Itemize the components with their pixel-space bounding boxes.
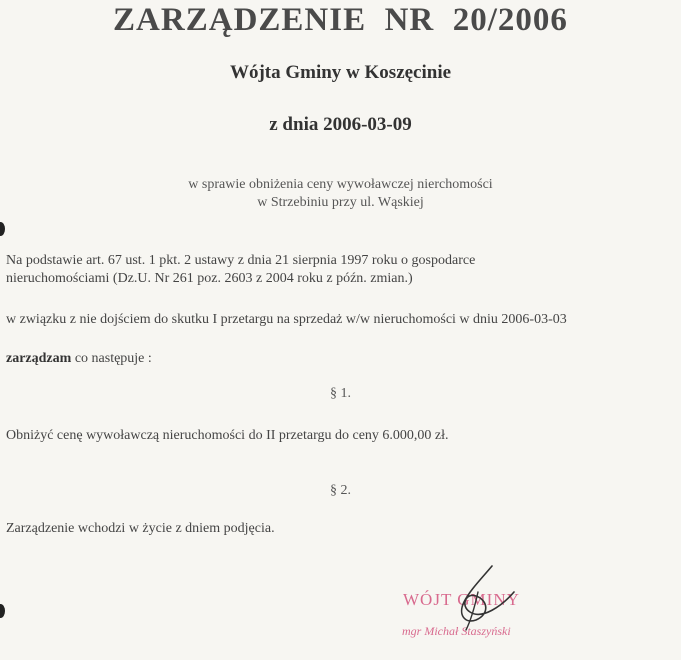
legal-basis-line-1: Na podstawie art. 67 ust. 1 pkt. 2 ustawy z dnia 21 sierpnia 1997 roku o gospodarce	[6, 253, 476, 268]
handwritten-signature	[430, 562, 530, 632]
decree-rest: co następuje :	[71, 351, 152, 366]
section-2-text: Zarządzenie wchodzi w życie z dniem podjęcia.	[6, 521, 275, 536]
decree-bold: zarządzam	[6, 351, 72, 366]
subject-line-1: w sprawie obniżenia ceny wywoławczej nierchomości	[188, 177, 493, 192]
punch-hole-mark	[0, 222, 5, 236]
section-2-heading: § 2.	[330, 483, 351, 498]
document-title: ZARZĄDZENIE NR 20/2006	[113, 2, 568, 38]
stamp-title: WÓJT GMINY	[403, 590, 520, 609]
decree-line	[6, 350, 152, 368]
document-date: z dnia 2006-03-09	[269, 114, 412, 135]
section-1-text: Obniżyć cenę wywoławczą nieruchomości do II przetargu do ceny 6.000,00 zł.	[6, 428, 449, 443]
legal-basis	[6, 252, 606, 288]
stamp-name: mgr Michał Staszyński	[402, 624, 511, 638]
punch-hole-mark	[0, 604, 5, 618]
legal-basis-line-2: nieruchomościami (Dz.U. Nr 261 poz. 2603 z 2004 roku z późn. zmian.)	[6, 271, 413, 286]
context-paragraph: w związku z nie dojściem do skutku I przetargu na sprzedaż w/w nieruchomości w dniu 2006-03-03	[6, 312, 567, 327]
section-1-heading: § 1.	[330, 386, 351, 401]
subject-line-2: w Strzebiniu przy ul. Wąskiej	[257, 195, 424, 210]
document-issuer: Wójta Gminy w Koszęcinie	[229, 62, 452, 83]
document-subject	[0, 176, 681, 212]
